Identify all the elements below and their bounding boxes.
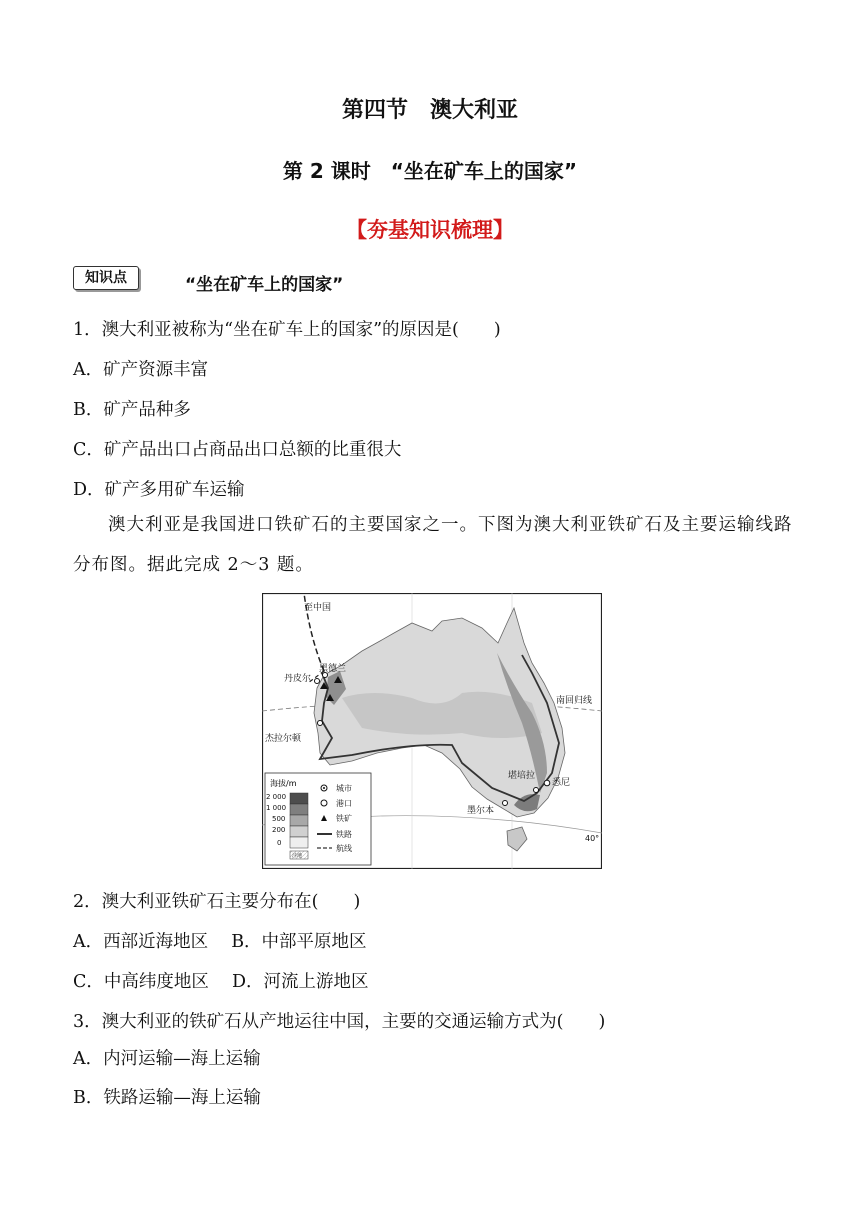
city-dampier <box>315 679 320 684</box>
label-sydney: 悉尼 <box>552 778 571 788</box>
city-canberra <box>534 788 539 793</box>
question-2-stem: 2．澳大利亚铁矿石主要分布在( ) <box>73 892 361 912</box>
label-tropic: 南回归线 <box>556 696 593 706</box>
australia-map <box>262 593 602 869</box>
map-legend <box>265 773 371 865</box>
question-3-stem: 3．澳大利亚的铁矿石从产地运往中国，主要的交通运输方式为( ) <box>73 1012 606 1032</box>
banner-title: 【夯基知识梳理】 <box>346 218 514 242</box>
question-1-stem: 1．澳大利亚被称为“坐在矿车上的国家”的原因是( ) <box>73 320 501 340</box>
knowledge-point-badge: 知识点 <box>73 266 139 290</box>
svg-text:2 000 1 000 500: 2 000 1 000 500 200 0 洼地 <box>266 793 303 859</box>
question-3-option-b: B．铁路运输—海上运输 <box>73 1088 261 1108</box>
label-canberra: 堪培拉 <box>508 771 536 781</box>
label-40: 40° <box>585 834 600 843</box>
question-3-option-a: A．内河运输—海上运输 <box>73 1049 261 1069</box>
city-sydney <box>544 780 550 786</box>
svg-text:城市 港口 铁矿 铁路: 城市 港口 铁矿 铁路 航线 <box>336 784 352 853</box>
question-1-option-d: D．矿产多用矿车运输 <box>73 480 245 500</box>
passage: 澳大利亚是我国进口铁矿石的主要国家之一。下图为澳大利亚铁矿石及主要运输线路分布图。据此完成 2～3 题。 <box>73 515 793 575</box>
city-melbourne <box>503 801 508 806</box>
section-title: 第四节 澳大利亚 <box>341 98 518 123</box>
label-melbourne: 墨尔本 <box>467 806 495 816</box>
question-2-options-row-1: A．西部近海地区 B．中部平原地区 <box>73 932 367 952</box>
label-hedland: 黑德兰 <box>319 664 347 674</box>
question-1-option-c: C．矿产品出口占商品出口总额的比重很大 <box>73 440 402 460</box>
question-1-option-a: A．矿产资源丰富 <box>73 360 209 380</box>
label-to-china: 至中国 <box>304 603 332 613</box>
label-geraldton: 杰拉尔顿 <box>265 734 302 744</box>
legend-title: 海拔/m <box>270 779 297 788</box>
label-dampier: 丹皮尔 <box>284 674 312 684</box>
lesson-title: 第 2 课时 “坐在矿车上的国家” <box>282 159 578 183</box>
knowledge-point-title: “坐在矿车上的国家” <box>185 275 344 295</box>
question-1-option-b: B．矿产品种多 <box>73 400 191 420</box>
city-geraldton <box>318 721 323 726</box>
question-2-options-row-2: C．中高纬度地区 D．河流上游地区 <box>73 972 369 992</box>
